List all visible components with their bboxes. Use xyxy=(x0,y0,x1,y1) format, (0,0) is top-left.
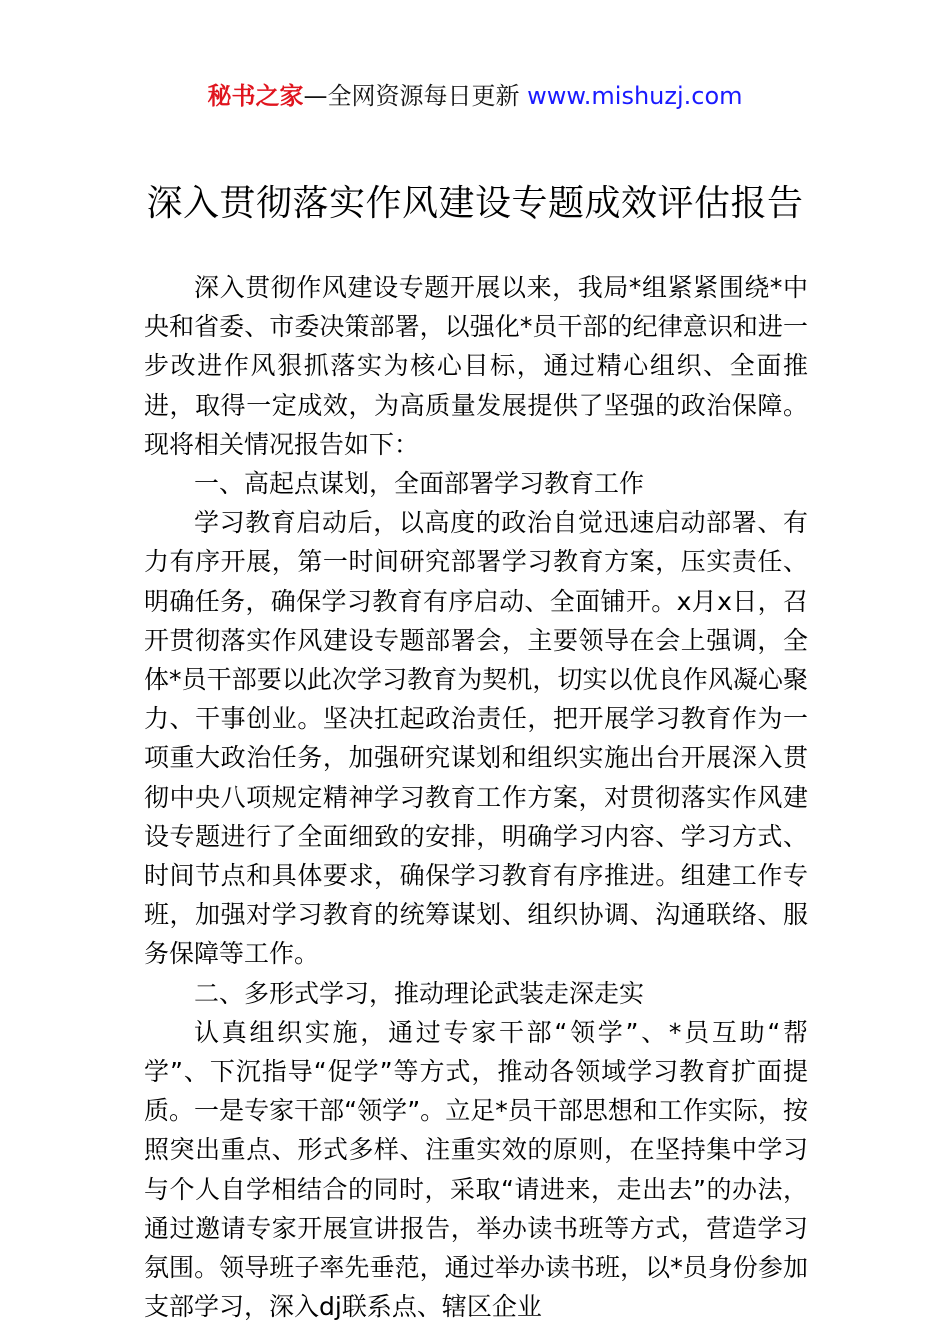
site-header xyxy=(0,80,950,112)
section-heading-2: 二、多形式学习，推动理论武装走深走实 xyxy=(194,978,645,1008)
brand-name: 秘书之家 xyxy=(207,82,304,110)
section-2-paragraph: 认真组织实施，通过专家干部“领学”、*员互助“帮学”、下沉指导“促学”等方式，推动各领域学习教育扩面提质。一是专家干部“领学”。立足*员干部思想和工作实际，按照突出重点、形式多样、注重实效的原则，在坚持集中学习与个人自学相结合的同时，采取“请进来，走出去”的办法，通过邀请专家开展宣讲报告，举办读书班等方式，营造学习氛围。领导班子率先垂范，通过举办读书班，以*员身份参加支部学习，深入dj联系点、辖区企业 xyxy=(144,1017,808,1322)
site-slogan: —全网资源每日更新 xyxy=(303,82,520,110)
section-heading-1: 一、高起点谋划，全面部署学习教育工作 xyxy=(194,469,645,499)
section-1-paragraph: 学习教育启动后，以高度的政治自觉迅速启动部署、有力有序开展，第一时间研究部署学习教育方案，压实责任、明确任务，确保学习教育有序启动、全面铺开。x月x日，召开贯彻落实作风建设专题部署会，主要领导在会上强调，全体*员干部要以此次学习教育为契机，切实以优良作风凝心聚力、干事创业。坚决扛起政治责任，把开展学习教育作为一项重大政治任务，加强研究谋划和组织实施出台开展深入贯彻中央八项规定精神学习教育工作方案，对贯彻落实作风建设专题进行了全面细致的安排，明确学习内容、学习方式、时间节点和具体要求，确保学习教育有序推进。组建工作专班，加强对学习教育的统筹谋划、组织协调、沟通联络、服务保障等工作。 xyxy=(144,508,808,969)
document-title: 深入贯彻落实作风建设专题成效评估报告 xyxy=(146,183,804,224)
intro-paragraph: 深入贯彻作风建设专题开展以来，我局*组紧紧围绕*中央和省委、市委决策部署，以强化*员干部的纪律意识和进一步改进作风狠抓落实为核心目标，通过精心组织、全面推进，取得一定成效，为高质量发展提供了坚强的政治保障。现将相关情况报告如下： xyxy=(144,273,808,459)
document-body xyxy=(144,268,808,1326)
site-url-link[interactable]: www.mishuzj.com xyxy=(527,82,743,110)
